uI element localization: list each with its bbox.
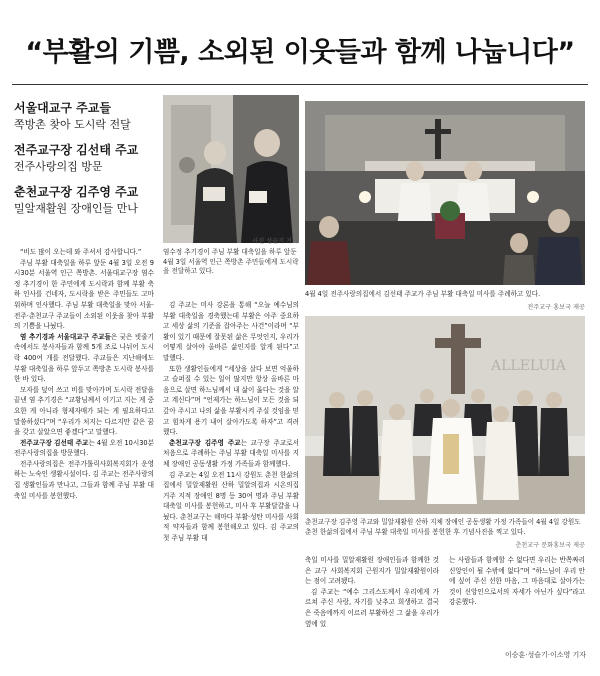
subhead-title-3: 춘천교구장 김주영 주교 bbox=[14, 185, 139, 199]
col2-para-4: 김 주교는 4일 오전 11시 강원도 춘천 한삶의집에서 밀알재활원 산하 밀알의집과 시온의집 거주 지적 장애인 8명 등 30여 명과 주님 부활 대축일 미사를 봉헌하고, 미사 후 부활달걀을 나눴다. 춘천교구는 해마다 부활·성탄 미사를 사회적 약자들과 함께 봉헌해오고 있다. 김 주교의 첫 주님 부활 대 bbox=[163, 470, 299, 543]
headline: “부활의 기쁨, 소외된 이웃들과 함께 나눕니다” bbox=[25, 37, 575, 68]
photo-chuncheon-credit: 춘천교구 문화홍보국 제공 bbox=[515, 542, 585, 549]
photo-chuncheon-group bbox=[305, 316, 585, 514]
byline: 이승훈·성슬기·이소영 기자 bbox=[504, 651, 586, 659]
photo-chuncheon-group-image bbox=[305, 316, 585, 514]
subhead-desc-2: 전주사랑의집 방문 bbox=[14, 160, 103, 173]
col2-para-3-lead: 춘천교구장 김주영 주교 bbox=[169, 438, 241, 447]
body-column-2 bbox=[163, 300, 299, 544]
photo-lunchbox-delivery-image bbox=[163, 95, 299, 243]
col1-para-4: 모자를 덮어 쓰고 비를 맞아가며 도시락 전달을 끝낸 염 추기경은 “교황님께서 이기고 지는 게 중요한 게 아니라 형제자매가 되는 게 필요하다고 말씀하셨다”며 “우리가 처지는 다르지만 같은 꿈을 갖고 살았으면 좋겠다”고 말했다. bbox=[14, 385, 154, 437]
alleluia-banner-text: ALLELUIA bbox=[491, 358, 566, 374]
body-column-4 bbox=[449, 555, 585, 608]
photo-lunchbox-caption bbox=[163, 248, 299, 277]
col2-para-2: 또한 생활인들에게 “세상을 살다 보면 억울하고 슬퍼질 수 있는 일이 많지만 항상 올바른 마음으로 살면 하느님께서 내 삶이 옳다는 것을 알고 계신다”며 “언제가는 하느님이 모든 것을 되갚아 주시고 나의 삶을 부활시켜 주실 것임을 믿고 힘차게 용기 내어 살아가도록 하자”고 격려했다. bbox=[163, 364, 299, 437]
body-column-1 bbox=[14, 247, 154, 501]
photo-jeonju-credit: 전주교구 홍보국 제공 bbox=[527, 304, 585, 311]
col3-para-2: 김 주교는 “예수 그리스도께서 우리에게 가르쳐 주신 사랑, 자기를 낮추고 희생하고 결국은 죽음에까지 이르러 부활하신 그 삶을 우리가 옆에 있 bbox=[305, 587, 439, 628]
col1-para-5-lead: 전주교구장 김선태 주교 bbox=[20, 438, 89, 447]
col1-para-2: 주님 부활 대축일을 하루 앞둔 4월 3일 오전 9시30분 서울역 인근 쪽방촌. 서울대교구장 염수정 추기경이 한 주민에게 도시락과 함께 부활 축하 인사를 건네자, 도시락을 받은 주민들도 고마워하며 인사했다. 주님 부활 대축일을 맞아 서울·전주·춘천교구 주교들이 소외된 이웃을 찾아 부활의 기쁨을 나눴다. bbox=[14, 258, 154, 331]
subhead-desc-1: 쪽방촌 찾아 도시락 전달 bbox=[14, 118, 131, 131]
col1-para-3 bbox=[14, 332, 154, 385]
photo-jeonju-caption-text: 4월 4일 전주사랑의집에서 김선태 주교가 주님 부활 대축일 미사를 주례하고 있다. bbox=[305, 290, 541, 298]
subhead-title-1: 서울대교구 주교들 bbox=[14, 101, 111, 115]
col1-para-5-rest: 는 4월 오전 10시30분 전주사랑의집을 방문했다. bbox=[14, 438, 154, 458]
photo-lunchbox-credit: 사진 성슬기 기자 bbox=[252, 238, 298, 245]
col2-para-1: 김 주교는 미사 강론을 통해 “오늘 예수님의 부활 대축일을 경축했는데 부활은 아주 중요하고 세상 삶의 기준을 잡아주는 사건”이라며 “부활이 있기 때문에 잘못된 삶은 무엇인지, 우리가 어떻게 살아야 올바른 삶인지를 알게 된다”고 말했다. bbox=[163, 301, 299, 362]
col1-para-3-lead: 염 추기경과 서울대교구 주교들 bbox=[20, 332, 111, 341]
photo-lunchbox-caption-text: 염수정 추기경이 주님 부활 대축일을 하루 앞둔 4월 3일 서울역 인근 쪽방촌 주민들에게 도시락을 전달하고 있다. bbox=[163, 248, 299, 275]
col1-para-6: 전주사랑의집은 전주가톨릭사회복지회가 운영하는 노숙인 생활시설이다. 김 주교는 전주사랑의집 생활인들과 만나고, 그들과 함께 주님 부활 대축일 미사를 봉헌했다. bbox=[14, 459, 154, 500]
photo-jeonju-caption bbox=[305, 290, 585, 300]
body-column-3 bbox=[305, 555, 439, 629]
photo-chuncheon-caption bbox=[305, 518, 585, 537]
subhead-desc-3: 밀알재활원 장애인들 만나 bbox=[14, 202, 138, 215]
photo-lunchbox-delivery bbox=[163, 95, 299, 243]
col2-para-3-rest: 는 교구장 주교로서 처음으로 주례하는 주님 부활 대축일 미사를 지체 장애인 공동생활 가정 가족들과 함께했다. bbox=[163, 438, 299, 468]
col1-para-5 bbox=[14, 438, 154, 459]
photo-jeonju-mass-image bbox=[305, 101, 585, 285]
col1-para-1: “비도 많이 오는데 와 주셔서 감사합니다.” bbox=[20, 248, 142, 256]
col2-para-3 bbox=[163, 438, 299, 470]
col1-para-3-rest: 은 궂은 빗줄기 속에서도 봉사자들과 함께 5개 조로 나뉘어 도시락 400여 개를 전달했다. 주교들은 지난해에도 부활 대축일을 하루 앞두고 쪽방촌 도시락 봉사를 한 바 있다. bbox=[14, 332, 154, 384]
headline-rule bbox=[12, 84, 588, 85]
photo-chuncheon-caption-text: 춘천교구장 김주영 주교와 밀알재활원 산하 지체 장애인 공동생활 가정 가족들이 4월 4일 강원도 춘천 한삶의집에서 주님 부활 대축일 미사를 봉헌한 후 기념사진을 찍고 있다. bbox=[305, 518, 581, 536]
col3-para-1: 축일 미사를 밀알재활원 장애인들과 함께한 것은 교구 사회복지회 근원지가 밀알재활원이라는 점이 고려됐다. bbox=[305, 556, 439, 586]
photo-jeonju-mass bbox=[305, 101, 585, 285]
subheads bbox=[14, 100, 164, 217]
col4-para-1: 는 사람들과 함께할 수 없다면 우리는 반쪽짜리 신앙인이 될 수밖에 없다”며 “하느님이 우리 안에 싶어 주신 선한 마음, 그 마음대로 살아가는 것이 신앙인으로서의 자세가 아닌가 싶다”라고 강론했다. bbox=[449, 556, 585, 607]
subhead-title-2: 전주교구장 김선태 주교 bbox=[14, 143, 139, 157]
